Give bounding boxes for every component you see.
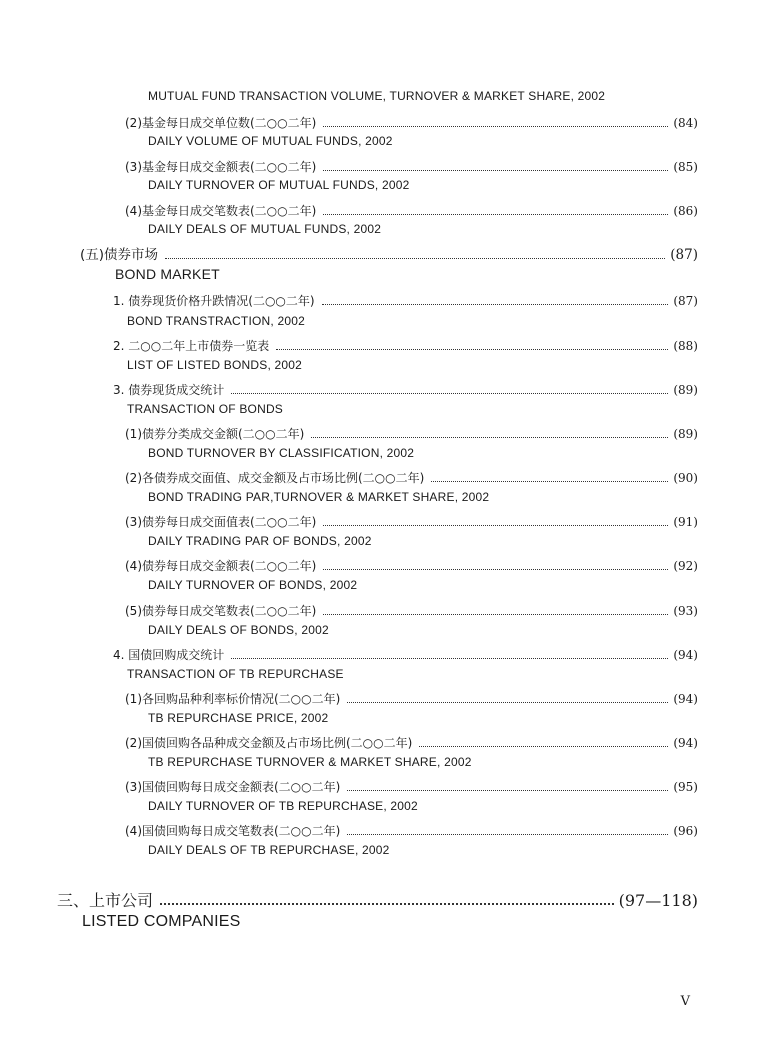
dot-leader <box>323 568 668 570</box>
toc-entry-title: 3. 债券现货成交统计 <box>113 383 225 397</box>
toc-section-english: BOND MARKET <box>115 266 220 282</box>
toc-entry-page: (89) <box>673 427 698 441</box>
toc-entry[interactable] <box>125 509 698 531</box>
toc-entry-page: (94) <box>673 648 698 662</box>
toc-entry-english: DAILY TURNOVER OF MUTUAL FUNDS, 2002 <box>148 178 410 192</box>
toc-entry-page: (94) <box>673 736 698 750</box>
toc-entry-english: DAILY TURNOVER OF BONDS, 2002 <box>148 578 358 592</box>
toc-entry[interactable] <box>125 421 698 443</box>
toc-entry-title: (五)债券市场 <box>80 247 159 263</box>
dot-leader <box>276 348 668 350</box>
toc-entry-title: 2. 二○○二年上市债券一览表 <box>113 339 270 353</box>
dot-leader <box>322 303 669 305</box>
toc-entry-english: DAILY VOLUME OF MUTUAL FUNDS, 2002 <box>148 134 393 148</box>
dot-leader <box>323 213 668 215</box>
toc-entry-title: 三、上市公司 <box>57 891 154 910</box>
toc-entry-english: BOND TURNOVER BY CLASSIFICATION, 2002 <box>148 446 415 460</box>
dot-leader <box>347 701 668 703</box>
toc-entry-title: (1)各回购品种利率标价情况(二○○二年) <box>125 692 341 706</box>
toc-entry-english: BOND TRADING PAR,TURNOVER & MARKET SHARE, 2002 <box>148 490 490 504</box>
toc-entry-english: DAILY DEALS OF TB REPURCHASE, 2002 <box>148 843 390 857</box>
toc-entry-page: (88) <box>673 339 698 353</box>
dot-leader <box>347 789 668 791</box>
dot-leader <box>323 613 668 615</box>
dot-leader <box>311 436 668 438</box>
toc-entry-english: DAILY TURNOVER OF TB REPURCHASE, 2002 <box>148 799 418 813</box>
toc-entry-title: 4. 国债回购成交统计 <box>113 648 225 662</box>
toc-chapter-english: LISTED COMPANIES <box>82 913 241 930</box>
toc-entry-title: (1)债券分类成交金额(二○○二年) <box>125 427 305 441</box>
toc-entry-page: (87) <box>673 294 698 308</box>
toc-entry[interactable] <box>125 553 698 575</box>
toc-entry-title: (2)各债券成交面值、成交金额及占市场比例(二○○二年) <box>125 471 425 485</box>
toc-entry-page: (92) <box>673 559 698 573</box>
toc-chapter-entry[interactable] <box>57 885 698 911</box>
toc-entry[interactable] <box>125 598 698 620</box>
toc-entry-english: DAILY TRADING PAR OF BONDS, 2002 <box>148 534 372 548</box>
toc-entry-english: TB REPURCHASE TURNOVER & MARKET SHARE, 2002 <box>148 755 472 769</box>
toc-entry-page: (93) <box>673 604 698 618</box>
dot-leader <box>431 480 668 482</box>
toc-entry-title: (5)债券每日成交笔数表(二○○二年) <box>125 604 317 618</box>
toc-entry-page: (90) <box>673 471 698 485</box>
toc-entry-title: 1. 债券现货价格升跌情况(二○○二年) <box>113 294 315 308</box>
toc-entry-title: (4)债券每日成交金额表(二○○二年) <box>125 559 317 573</box>
toc-entry[interactable] <box>125 110 698 132</box>
toc-entry-page: (91) <box>673 515 698 529</box>
toc-entry-title: (4)基金每日成交笔数表(二○○二年) <box>125 204 317 218</box>
toc-entry-page: (84) <box>673 116 698 130</box>
dot-leader <box>231 392 668 394</box>
toc-entry-page: (89) <box>673 383 698 397</box>
toc-entry-english: MUTUAL FUND TRANSACTION VOLUME, TURNOVER & MARKET SHARE, 2002 <box>148 89 606 103</box>
toc-entry-page: (85) <box>673 160 698 174</box>
toc-entry-page: (86) <box>673 204 698 218</box>
toc-entry[interactable] <box>125 465 698 487</box>
toc-entry[interactable] <box>125 154 698 176</box>
toc-entry-title: (4)国债回购每日成交笔数表(二○○二年) <box>125 824 341 838</box>
toc-entry-title: (2)国债回购各品种成交金额及占市场比例(二○○二年) <box>125 736 413 750</box>
toc-entry-english: DAILY DEALS OF BONDS, 2002 <box>148 623 329 637</box>
toc-entry[interactable] <box>125 686 698 708</box>
toc-entry[interactable] <box>125 198 698 220</box>
toc-entry-title: (2)基金每日成交单位数(二○○二年) <box>125 116 317 130</box>
toc-entry-english: DAILY DEALS OF MUTUAL FUNDS, 2002 <box>148 222 382 236</box>
toc-entry-page: (87) <box>670 247 698 263</box>
dot-leader <box>231 657 668 659</box>
dot-leader <box>160 902 614 905</box>
toc-entry[interactable] <box>125 818 698 840</box>
toc-entry-english: TRANSACTION OF TB REPURCHASE <box>127 667 344 681</box>
dot-leader <box>419 745 668 747</box>
toc-entry[interactable] <box>113 377 698 399</box>
toc-entry-english: LIST OF LISTED BONDS, 2002 <box>127 358 303 372</box>
dot-leader <box>323 524 668 526</box>
toc-section-entry[interactable] <box>80 242 698 264</box>
toc-entry-page: (97—118) <box>618 891 698 910</box>
dot-leader <box>165 257 665 259</box>
toc-entry-title: (3)基金每日成交金额表(二○○二年) <box>125 160 317 174</box>
toc-entry-title: (3)国债回购每日成交金额表(二○○二年) <box>125 780 341 794</box>
toc-entry-page: (96) <box>673 824 698 838</box>
dot-leader <box>323 169 668 171</box>
toc-entry-english: TB REPURCHASE PRICE, 2002 <box>148 711 329 725</box>
page-number: V <box>680 994 690 1009</box>
toc-entry-english: TRANSACTION OF BONDS <box>127 402 284 416</box>
toc-entry[interactable] <box>113 333 698 355</box>
dot-leader <box>323 125 668 127</box>
toc-entry-title: (3)债券每日成交面值表(二○○二年) <box>125 515 317 529</box>
toc-entry[interactable] <box>125 730 698 752</box>
toc-entry[interactable] <box>113 642 698 664</box>
toc-entry-page: (95) <box>673 780 698 794</box>
toc-entry-page: (94) <box>673 692 698 706</box>
toc-entry[interactable] <box>125 774 698 796</box>
dot-leader <box>347 833 668 835</box>
toc-entry-english: BOND TRANSTRACTION, 2002 <box>127 314 305 328</box>
toc-entry[interactable] <box>113 288 698 310</box>
